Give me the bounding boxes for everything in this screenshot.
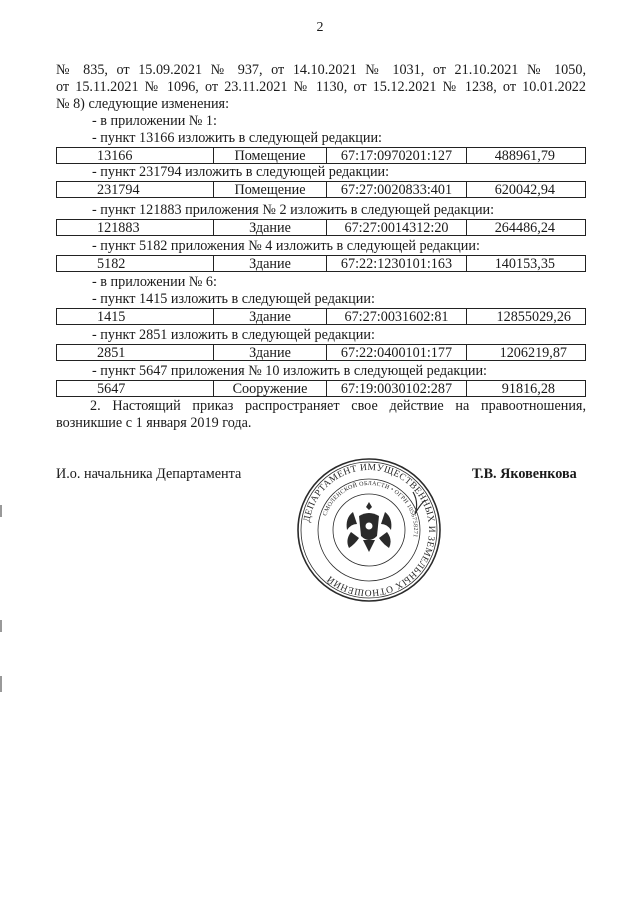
official-seal-stamp	[295, 456, 443, 604]
signatory-title: И.о. начальника Департамента	[56, 466, 242, 482]
table-row	[56, 147, 586, 164]
table-cell-type: Здание	[214, 309, 327, 324]
amendment-line: - пункт 2851 изложить в следующей редакции:	[92, 327, 375, 343]
table-cell-cadastral: 67:22:1230101:163	[327, 256, 467, 271]
table-row	[56, 380, 586, 397]
table-cell-type: Здание	[214, 220, 327, 235]
table-cell-number: 5647	[57, 381, 214, 396]
intro-line: от 15.11.2021 № 1096, от 23.11.2021 № 1130, от 15.12.2021 № 1238, от 10.01.2022	[56, 79, 586, 95]
table-cell-number: 13166	[57, 148, 214, 163]
intro-paragraph	[56, 62, 586, 113]
table-cell-number: 5182	[57, 256, 214, 271]
table-cell-value: 12855029,26	[496, 309, 571, 324]
table-cell-number: 1415	[57, 309, 214, 324]
table-cell-type: Помещение	[214, 148, 327, 163]
stamp-outer-text: ДЕПАРТАМЕНТ ИМУЩЕСТВЕННЫХ И ЗЕМЕЛЬНЫХ ОТНОШЕНИЙ	[302, 462, 437, 598]
amendment-line: - пункт 5182 приложения № 4 изложить в следующей редакции:	[92, 238, 480, 254]
table-cell-value: 488961,79	[494, 148, 555, 163]
table-cell-number: 121883	[57, 220, 214, 235]
amendment-line: - в приложении № 6:	[92, 274, 217, 290]
page-number: 2	[316, 20, 324, 35]
table-cell-type: Здание	[214, 256, 327, 271]
stamp-inner-text: СМОЛЕНСКОЙ ОБЛАСТИ • ОГРН 1056758271	[322, 480, 419, 538]
amendment-line: - пункт 1415 изложить в следующей редакции:	[92, 291, 375, 307]
table-row	[56, 308, 586, 325]
table-cell-cadastral: 67:19:0030102:287	[327, 381, 467, 396]
table-cell-value: 91816,28	[501, 381, 555, 396]
table-cell-value: 620042,94	[494, 182, 555, 197]
table-cell-cadastral: 67:17:0970201:127	[327, 148, 467, 163]
intro-line: № 835, от 15.09.2021 № 937, от 14.10.2021 № 1031, от 21.10.2021 № 1050,	[56, 62, 586, 78]
amendment-line: - пункт 5647 приложения № 10 изложить в следующей редакции:	[92, 363, 487, 379]
table-cell-cadastral: 67:27:0014312:20	[327, 220, 467, 235]
table-cell-value: 140153,35	[494, 256, 555, 271]
paragraph-line: 2. Настоящий приказ распространяет свое действие на правоотношения,	[90, 398, 586, 414]
table-cell-cadastral: 67:22:0400101:177	[327, 345, 467, 360]
paragraph-line: возникшие с 1 января 2019 года.	[56, 415, 252, 431]
table-cell-number: 2851	[57, 345, 214, 360]
paragraph-2	[56, 398, 586, 432]
table-cell-value: 1206219,87	[499, 345, 567, 360]
table-row	[56, 344, 586, 361]
table-cell-value: 264486,24	[494, 220, 555, 235]
table-row	[56, 255, 586, 272]
table-cell-type: Помещение	[214, 182, 327, 197]
table-row	[56, 181, 586, 198]
signatory-name: Т.В. Яковенкова	[472, 466, 577, 482]
table-cell-cadastral: 67:27:0031602:81	[327, 309, 467, 324]
amendment-line: - пункт 231794 изложить в следующей редакции:	[92, 164, 390, 180]
amendment-line: - пункт 13166 изложить в следующей редакции:	[92, 130, 382, 146]
table-cell-type: Здание	[214, 345, 327, 360]
intro-line: № 8) следующие изменения:	[56, 96, 230, 112]
scan-margin-mark	[0, 505, 2, 517]
table-cell-number: 231794	[57, 182, 214, 197]
scan-margin-mark	[0, 620, 2, 632]
double-headed-eagle-emblem	[347, 502, 392, 552]
table-row	[56, 219, 586, 236]
scan-margin-mark	[0, 676, 2, 692]
table-cell-type: Сооружение	[214, 381, 327, 396]
amendment-line: - пункт 121883 приложения № 2 изложить в следующей редакции:	[92, 202, 495, 218]
table-cell-cadastral: 67:27:0020833:401	[327, 182, 467, 197]
amendment-line: - в приложении № 1:	[92, 113, 217, 129]
